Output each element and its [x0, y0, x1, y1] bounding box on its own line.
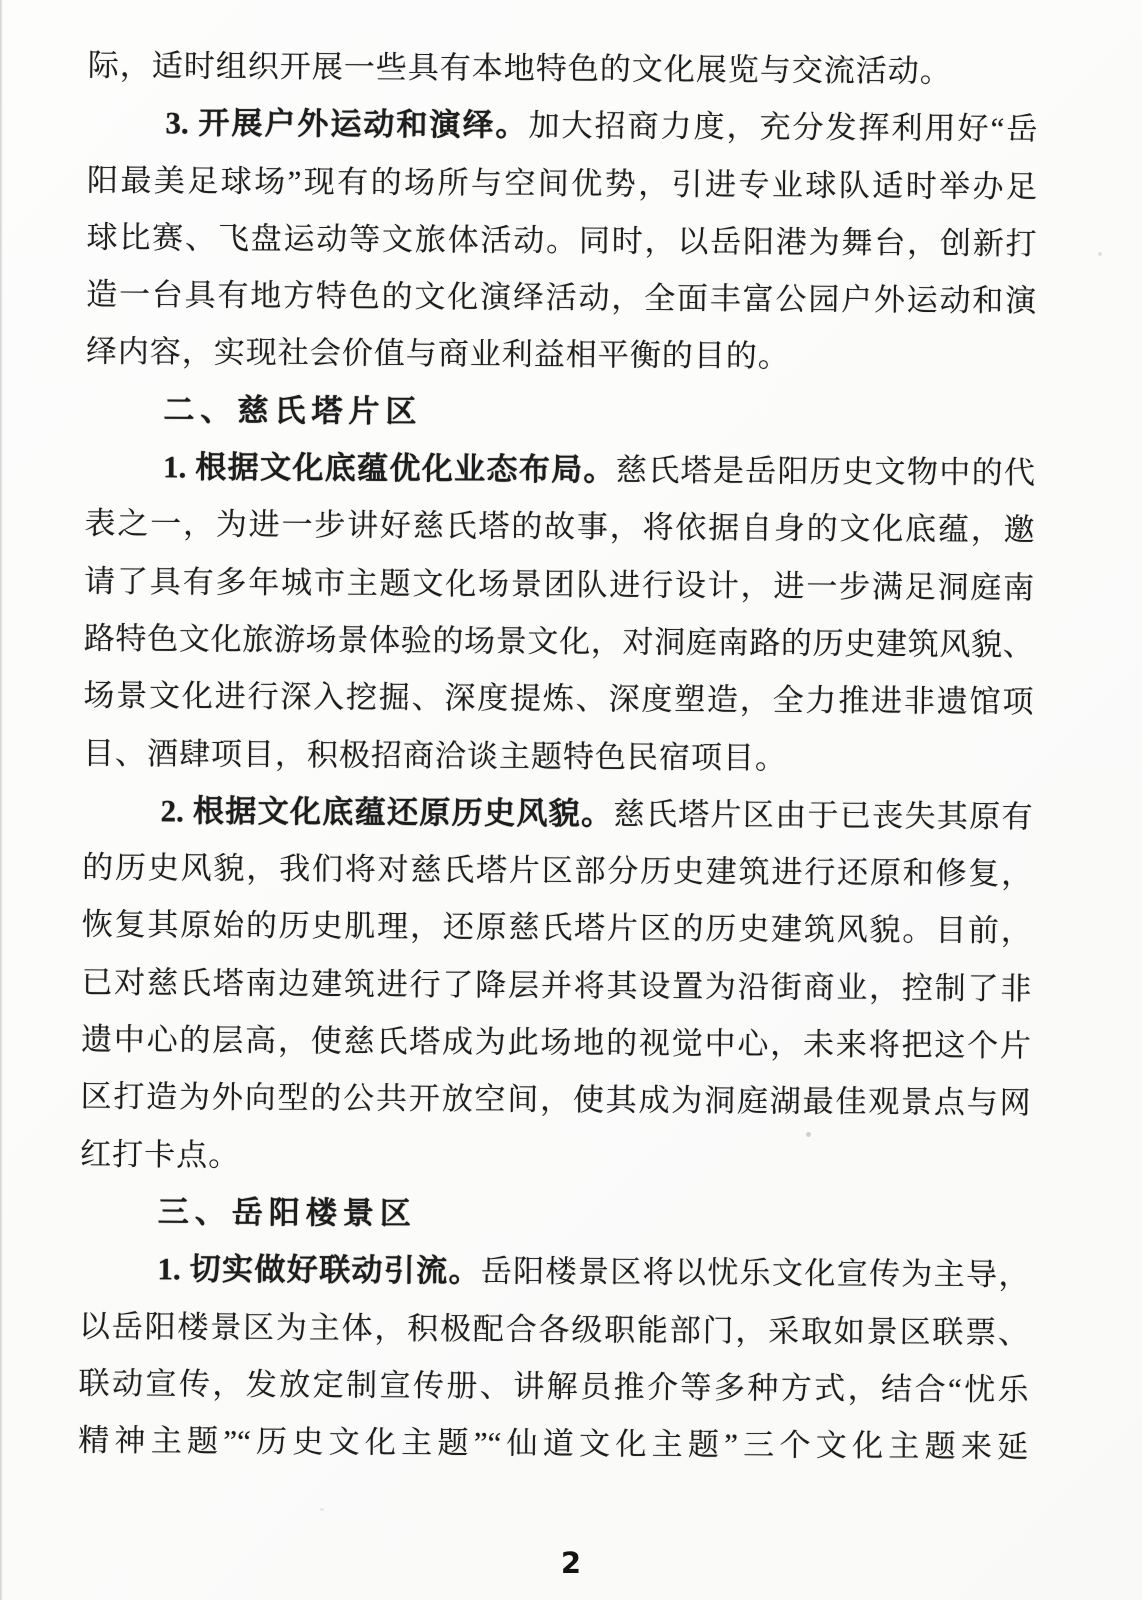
- emphasis-text: 3. 开展户外运动和演绎。: [165, 105, 529, 144]
- body-text: 岳阳楼景区将以忧乐文化宣传为主导，: [480, 1253, 1030, 1293]
- document-line: [86, 323, 1036, 387]
- scan-edge-shadow: [0, 0, 3, 1600]
- body-text: 表之一，为进一步讲好慈氏塔的故事，将依据自身的文化底蕴，邀: [84, 506, 1035, 548]
- document-line: [78, 1412, 1028, 1476]
- body-text: 球比赛、飞盘运动等文旅体活动。同时，以岳阳港为舞台，创新打: [86, 219, 1037, 262]
- emphasis-text: 2. 根据文化底蕴还原历史风貌。: [160, 793, 614, 832]
- body-text: 造一台具有地方特色的文化演绎活动，全面丰富公园户外运动和演: [86, 276, 1037, 319]
- document-line: [81, 1011, 1031, 1075]
- emphasis-text: 二、慈氏塔片区: [163, 392, 423, 429]
- body-text: 联动宣传，发放定制宣传册、讲解员推介等多种方式，结合“忧乐: [78, 1365, 1029, 1408]
- body-text: 阳最美足球场”现有的场所与空间优势，引进专业球队适时举办足: [86, 162, 1038, 204]
- body-text: 已对慈氏塔南边建筑进行了降层并将其设置为沿街商业，控制了非: [81, 964, 1032, 1007]
- scan-speck: [1098, 252, 1102, 256]
- body-text: 恢复其原始的历史肌理，还原慈氏塔片区的历史建筑风貌。目前，: [81, 907, 1032, 949]
- document-line: [80, 1125, 1030, 1189]
- body-text: 以岳阳楼景区为主体，积极配合各级职能部门，采取如景区联票、: [78, 1308, 1030, 1350]
- document-line: [79, 1297, 1029, 1361]
- body-text: 路特色文化旅游场景体验的场景文化，对洞庭南路的历史建筑风貌、: [83, 620, 1034, 663]
- body-text: 绎内容，实现社会价值与商业利益相平衡的目的。: [85, 334, 790, 375]
- document-line: [86, 266, 1036, 330]
- section-heading: [85, 380, 1035, 444]
- page-number: 2: [560, 1546, 582, 1580]
- body-text: 区打造为外向型的公共开放空间，使其成为洞庭湖最佳观景点与网: [80, 1079, 1031, 1121]
- body-text: 慈氏塔片区由于已丧失其原有: [613, 796, 1033, 835]
- body-text: 遗中心的层高，使慈氏塔成为此场地的视觉中心，未来将把这个片: [80, 1021, 1032, 1064]
- document-line: [81, 953, 1031, 1017]
- document-line: [82, 782, 1032, 846]
- document-line: [84, 495, 1034, 559]
- body-text: 加大招商力度，充分发挥利用好“岳: [528, 108, 1038, 147]
- emphasis-text: 1. 根据文化底蕴优化业态布局。: [162, 449, 616, 488]
- document-line: [87, 94, 1037, 158]
- document-line: [86, 209, 1036, 273]
- scan-speck: [320, 1508, 324, 1511]
- document-line: [78, 1354, 1028, 1418]
- body-text: 的历史风貌，我们将对慈氏塔片区部分历史建筑进行还原和修复，: [82, 849, 1033, 892]
- body-text: 场景文化进行深入挖掘、深度提炼、深度塑造，全力推进非遗馆项: [83, 677, 1034, 720]
- body-text: 际，适时组织开展一些具有本地特色的文化展览与交流活动。: [87, 47, 952, 89]
- emphasis-text: 三、岳阳楼景区: [157, 1194, 417, 1231]
- body-text: 红打卡点。: [80, 1136, 241, 1173]
- document-line: [80, 1068, 1030, 1132]
- document-line: [84, 610, 1034, 674]
- document-line: [82, 839, 1032, 903]
- emphasis-text: 1. 切实做好联动引流。: [157, 1251, 481, 1289]
- document-body: [78, 37, 1038, 1476]
- document-line: [85, 438, 1035, 502]
- document-line: [82, 896, 1032, 960]
- document-line: [87, 151, 1037, 215]
- body-text: 慈氏塔是岳阳历史文物中的代: [615, 452, 1036, 491]
- document-line: [79, 1240, 1029, 1304]
- document-line: [84, 552, 1034, 616]
- body-text: 精神主题”“历史文化主题”“仙道文化主题”三个文化主题来延: [78, 1422, 1029, 1465]
- document-line: [83, 667, 1033, 731]
- body-text: 目、酒肆项目，积极招商洽谈主题特色民宿项目。: [82, 735, 788, 776]
- document-line: [83, 724, 1033, 788]
- body-text: 请了具有多年城市主题文化场景团队进行设计，进一步满足洞庭南: [84, 563, 1035, 605]
- section-heading: [80, 1183, 1030, 1247]
- document-line: [88, 37, 1038, 101]
